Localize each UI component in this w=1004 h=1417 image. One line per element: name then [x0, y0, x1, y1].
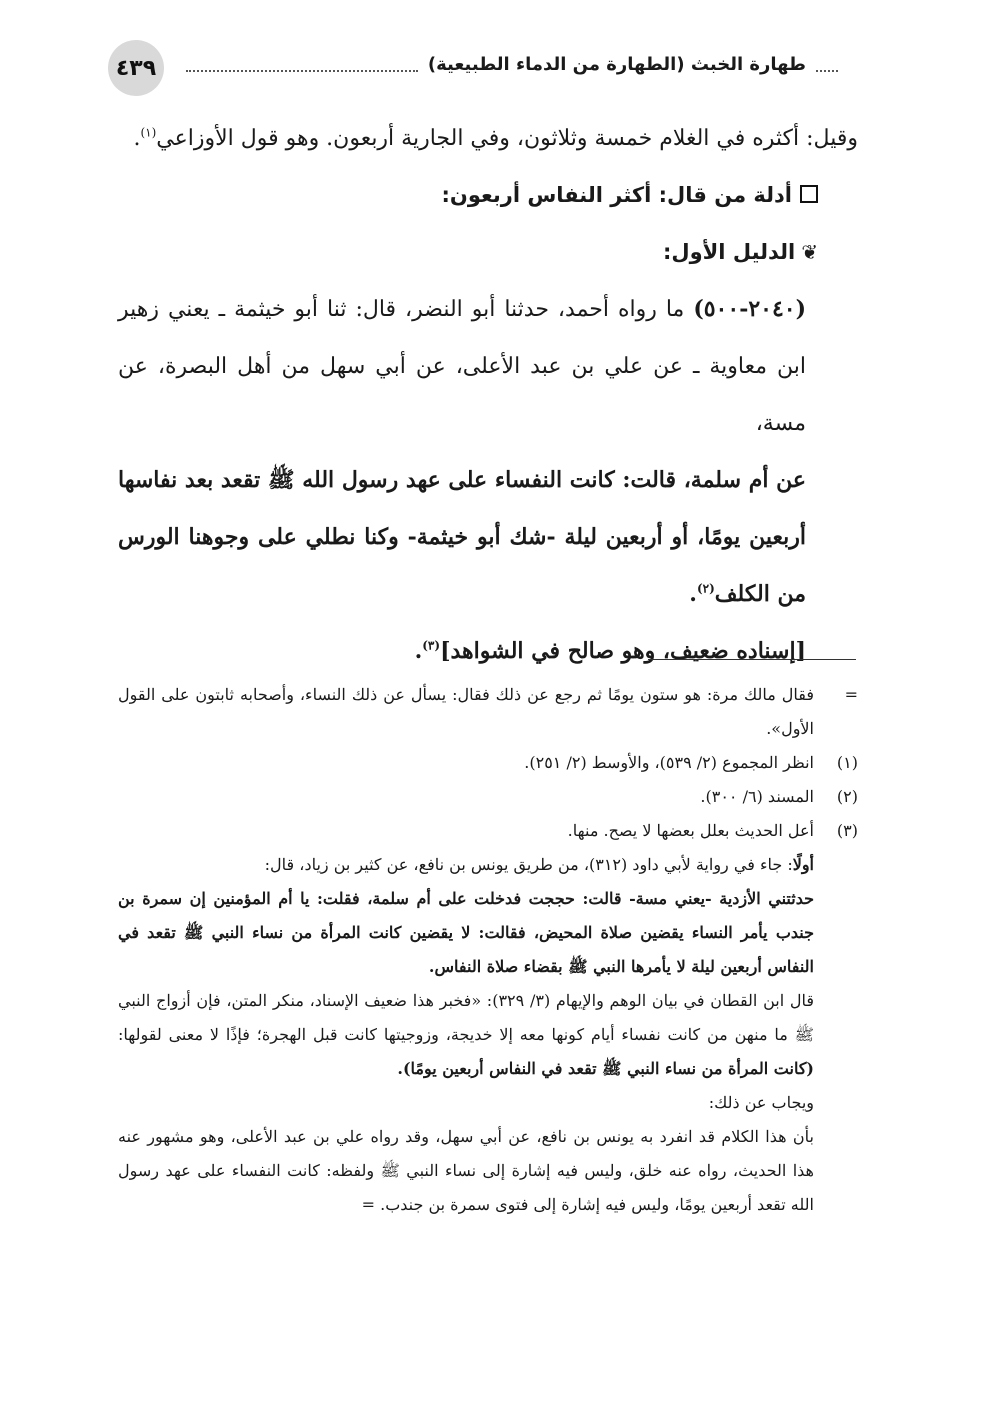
- footnote-ref-2: (٢): [696, 581, 715, 596]
- footnote-3-mark: (٣): [836, 821, 858, 840]
- footnote-3-quote: حدثتني الأزدية -يعني مسة- قالت: حججت فدخلت على أم سلمة، فقلت: يا أم المؤمنين إن سمرة بن جندب يأمر النساء يقضين صلاة المحيض، فقالت: لا يقضين كانت المرأة من نساء النبي ﷺ تقعد في النفاس أربعين ليلة لا يأمرها النبي ﷺ بقضاء صلاة النفاس.: [118, 889, 814, 976]
- opinion-text: وقيل: أكثره في الغلام خمسة وثلاثون، وفي الجارية أربعون. وهو قول الأوزاعي: [156, 126, 858, 151]
- first-evidence-heading: [118, 224, 858, 281]
- footnote-1-text: انظر المجموع (٢/ ٥٣٩)، والأوسط (٢/ ٢٥١).: [524, 753, 814, 772]
- footnote-3: [118, 814, 858, 1222]
- square-bullet-icon: [800, 185, 818, 203]
- footnotes: [118, 678, 858, 1222]
- continuation-end-mark: =: [361, 1195, 376, 1214]
- grading-paragraph: [إسناده ضعيف، وهو صالح في الشواهد]$^{(٣)}$.: [414, 638, 806, 664]
- footnote-ref-1: (١): [140, 125, 157, 140]
- page-number-badge: ٤٣٩: [108, 40, 164, 96]
- hadith-number: (٢٠٤٠-٥٠٠): [693, 296, 807, 322]
- footnote-1-mark: (١): [836, 753, 858, 772]
- footnote-2-text: المسند (٦/ ٣٠٠).: [700, 787, 814, 806]
- running-title-row: [176, 54, 848, 75]
- qattan-bold-quote: (كانت المرأة من نساء النبي ﷺ تقعد في النفاس أربعين يومًا).: [397, 1059, 814, 1078]
- running-title: طهارة الخبث (الطهارة من الدماء الطبيعية): [427, 54, 806, 75]
- grading-text: [إسناده ضعيف، وهو صالح في الشواهد]: [440, 638, 806, 664]
- footnote-2-mark: (٢): [836, 787, 858, 806]
- footnote-3-intro: أعل الحديث بعلل بعضها لا يصح. منها.: [567, 821, 814, 840]
- first-label: أولًا: [792, 855, 814, 874]
- footnote-3-qattan: [118, 984, 814, 1086]
- qattan-text: قال ابن القطان في بيان الوهم والإيهام (٣/ ٣٢٩): «فخبر هذا ضعيف الإسناد، منكر المتن، فإن أزواج النبي ﷺ ما منهن من كانت نفساء أيام كونها معه إلا خديجة، وزوجيتها كانت قبل الهجرة؛ فإذًا لا معنى لقولها:: [118, 991, 815, 1044]
- first-evidence-heading-text: الدليل الأول:: [663, 240, 796, 264]
- isnad-text: ما رواه أحمد، حدثنا أبو النضر، قال: ثنا أبو خيثمة ـ يعني زهير ابن معاوية ـ عن علي بن عبد الأعلى، عن أبي سهل من أهل البصرة، عن مسة،: [118, 297, 806, 436]
- main-text: [118, 110, 858, 680]
- footnote-3-first: [118, 848, 814, 882]
- footnote-2: [118, 780, 858, 814]
- hadith-text: عن أم سلمة، قالت: كانت النفساء على عهد رسول الله ﷺ تقعد بعد نفاسها أربعين يومًا، أو أربعين ليلة -شك أبو خيثمة- وكنا نطلي على وجوهنا الورس من الكلف: [118, 467, 806, 607]
- evidence-heading-text: أدلة من قال: أكثر النفاس أربعون:: [441, 183, 792, 207]
- footnote-3-answer-intro: ويجاب عن ذلك:: [708, 1093, 814, 1112]
- hadith-paragraph: عن أم سلمة، قالت: كانت النفساء على عهد رسول الله ﷺ تقعد بعد نفاسها أربعين يومًا، أو أربعين ليلة -شك أبو خيثمة- وكنا نطلي على وجوهنا الورس من الكلف$^{(٢)}$.: [118, 467, 806, 607]
- opinion-paragraph: وقيل: أكثره في الغلام خمسة وثلاثون، وفي الجارية أربعون. وهو قول الأوزاعي$^{(١)}$.: [133, 125, 858, 151]
- dotted-leader-right: [816, 58, 838, 72]
- answer-text: بأن هذا الكلام قد انفرد به يونس بن نافع، عن أبي سهل، وقد رواه علي بن عبد الأعلى، وهو مشهور عنه هذا الحديث، رواه عنه خلق، وليس فيه إشارة إلى نساء النبي ﷺ ولفظه: كانت النفساء على عهد رسول الله تقعد أربعين يومًا، وليس فيه إشارة إلى فتوى سمرة بن جندب.: [118, 1127, 814, 1214]
- dotted-leader-left: [186, 58, 418, 72]
- footnote-ref-3: (٣): [422, 638, 441, 653]
- footnote-divider: [648, 659, 856, 660]
- leaf-ornament-icon: ❦: [801, 240, 818, 264]
- isnad-paragraph: [118, 281, 858, 452]
- footnote-1: [118, 746, 858, 780]
- first-text: : جاء في رواية لأبي داود (٣١٢)، من طريق يونس بن نافع، عن كثير بن زياد، قال:: [264, 855, 793, 874]
- continuation-mark: =: [844, 685, 858, 704]
- evidence-heading: [118, 167, 858, 224]
- page-header: [108, 40, 848, 96]
- continuation-text: فقال مالك مرة: هو ستون يومًا ثم رجع عن ذلك فقال: يسأل عن ذلك النساء، وأصحابه ثابتون على القول الأول».: [118, 685, 814, 738]
- footnote-3-answer: [118, 1120, 814, 1222]
- footnote-continuation: [118, 678, 858, 746]
